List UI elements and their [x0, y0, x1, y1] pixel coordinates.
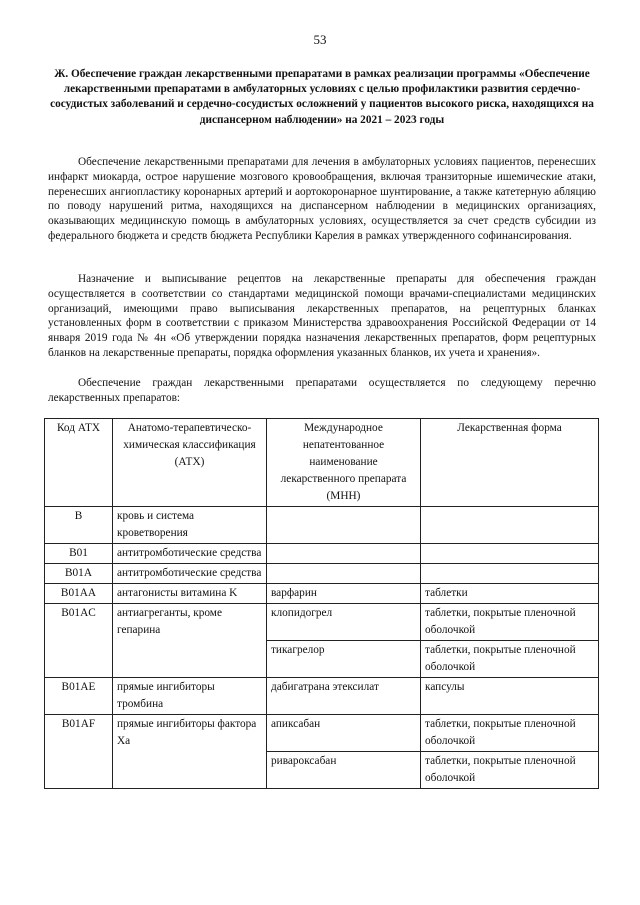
cell-inn: ривароксабан — [267, 752, 421, 789]
cell-code: B01AC — [45, 604, 113, 678]
table-row — [45, 715, 599, 752]
cell-classification: антитромботические средства — [113, 564, 267, 584]
cell-inn — [267, 564, 421, 584]
cell-classification: антиагреганты, кроме гепарина — [113, 604, 267, 678]
cell-classification: кровь и система кроветворения — [113, 507, 267, 544]
table-row — [45, 507, 599, 544]
cell-inn: клопидогрел — [267, 604, 421, 641]
header-inn: Международное непатентованное наименование лекарственного препарата (МНН) — [267, 419, 421, 507]
cell-classification: антитромботические средства — [113, 544, 267, 564]
cell-inn: варфарин — [267, 584, 421, 604]
paragraph-provision: Обеспечение лекарственными препаратами для лечения в амбулаторных условиях пациентов, перенесших инфаркт миокарда, острое нарушение мозгового кровообращения, включая транзиторные ишемические атаки, перенесших ангиопластику коронарных артерий и аортокоронарное шунтирование, а также катетерную абляцию по поводу нарушений ритма, находящихся на диспансерном наблюдении в медицинских организациях, оказывающих медицинскую помощь в амбулаторных условиях, осуществляется за счет средств субсидии из федерального бюджета и средств бюджета Республики Карелия в рамках утвержденного софинансирования. — [48, 156, 596, 242]
paragraph-list-intro: Обеспечение граждан лекарственными препаратами осуществляется по следующему перечню лекарственных препаратов: — [48, 377, 596, 404]
cell-form — [421, 564, 599, 584]
table-row — [45, 584, 599, 604]
cell-inn: дабигатрана этексилат — [267, 678, 421, 715]
table-row — [45, 678, 599, 715]
cell-inn: тикагрелор — [267, 641, 421, 678]
cell-form: таблетки, покрытые пленочной оболочкой — [421, 604, 599, 641]
cell-classification: прямые ингибиторы фактора Xa — [113, 715, 267, 789]
cell-code: B — [45, 507, 113, 544]
cell-code: B01AF — [45, 715, 113, 789]
table-row — [45, 544, 599, 564]
cell-code: B01 — [45, 544, 113, 564]
table-row — [45, 564, 599, 584]
cell-inn: апиксабан — [267, 715, 421, 752]
cell-classification: прямые ингибиторы тромбина — [113, 678, 267, 715]
header-form: Лекарственная форма — [421, 419, 599, 507]
header-classification: Анатомо-терапевтическо-химическая классификация (АТХ) — [113, 419, 267, 507]
page-number: 53 — [313, 32, 327, 47]
paragraph-prescription: Назначение и выписывание рецептов на лекарственные препараты для обеспечения граждан осуществляется в соответствии со стандартами медицинской помощи врачами-специалистами медицинских организаций, имеющими право выписывания лекарственных препаратов, на рецептурных бланках установленных форм в соответствии с приказом Министерства здравоохранения Российской Федерации от 14 января 2019 года № 4н «Об утверждении порядка назначения лекарственных препаратов, форм рецептурных бланков на лекарственные препараты, порядка оформления указанных бланков, их учета и хранения». — [48, 273, 596, 359]
section-heading: Ж. Обеспечение граждан лекарственными препаратами в рамках реализации программы «Обеспечение лекарственными препаратами в амбулаторных условиях с целью профилактики развития сердечно-сосудистых заболеваний и сердечно-сосудистых осложнений у пациентов высокого риска, находящихся на диспансерном наблюдении» на 2021 – 2023 годы — [50, 68, 594, 126]
cell-inn — [267, 544, 421, 564]
table-row — [45, 604, 599, 641]
cell-form: таблетки — [421, 584, 599, 604]
cell-form: таблетки, покрытые пленочной оболочкой — [421, 715, 599, 752]
drug-list-table — [44, 418, 599, 789]
cell-form — [421, 544, 599, 564]
cell-form: таблетки, покрытые пленочной оболочкой — [421, 641, 599, 678]
cell-inn — [267, 507, 421, 544]
table-header-row — [45, 419, 599, 507]
cell-code: B01A — [45, 564, 113, 584]
header-code: Код АТХ — [45, 419, 113, 507]
cell-form: таблетки, покрытые пленочной оболочкой — [421, 752, 599, 789]
cell-code: B01AE — [45, 678, 113, 715]
cell-code: B01AA — [45, 584, 113, 604]
cell-classification: антагонисты витамина K — [113, 584, 267, 604]
cell-form — [421, 507, 599, 544]
cell-form: капсулы — [421, 678, 599, 715]
